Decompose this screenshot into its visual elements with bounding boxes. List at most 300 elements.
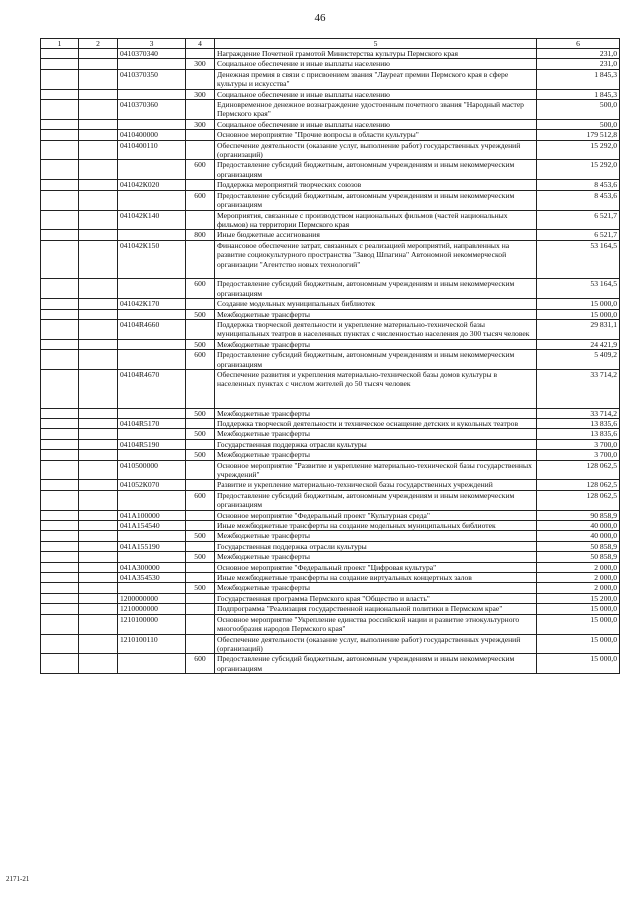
amount-cell: 5 409,2 xyxy=(537,350,620,370)
item-name-cell: Поддержка творческой деятельности и укрепление материально-технической базы муниципальных театров в населенных пунктах с численностью населения до 300 тысяч человек xyxy=(215,319,537,339)
expense-type-cell: 500 xyxy=(186,531,215,541)
expense-type-cell: 600 xyxy=(186,654,215,674)
amount-cell: 15 292,0 xyxy=(537,140,620,160)
amount-cell: 3 700,0 xyxy=(537,450,620,460)
col1-cell xyxy=(41,460,79,480)
classification-code-cell: 0410500000 xyxy=(118,460,186,480)
classification-code-cell xyxy=(118,190,186,210)
amount-cell: 33 714,2 xyxy=(537,369,620,408)
col2-cell xyxy=(79,654,118,674)
budget-table xyxy=(40,38,620,674)
col1-cell xyxy=(41,240,79,279)
table-row xyxy=(41,210,620,230)
table-row xyxy=(41,408,620,418)
column-header: 1 xyxy=(41,39,79,49)
item-name-cell: Социальное обеспечение и иные выплаты населению xyxy=(215,119,537,129)
col1-cell xyxy=(41,450,79,460)
table-row xyxy=(41,119,620,129)
col2-cell xyxy=(79,89,118,99)
col2-cell xyxy=(79,408,118,418)
expense-type-cell: 500 xyxy=(186,309,215,319)
amount-cell: 15 000,0 xyxy=(537,614,620,634)
table-row xyxy=(41,510,620,520)
classification-code-cell xyxy=(118,339,186,349)
expense-type-cell xyxy=(186,210,215,230)
item-name-cell: Развитие и укрепление материально-технической базы государственных учреждений xyxy=(215,480,537,490)
table-row xyxy=(41,49,620,59)
expense-type-cell xyxy=(186,634,215,654)
table-row xyxy=(41,460,620,480)
col1-cell xyxy=(41,418,79,428)
expense-type-cell: 500 xyxy=(186,450,215,460)
item-name-cell: Финансовое обеспечение затрат, связанных с реализацией мероприятий, направленных на развитие социокультурного пространства "Завод Шпагина" Автономной некоммерческой организации "Агентство новых технологий" xyxy=(215,240,537,279)
item-name-cell: Обеспечение деятельности (оказание услуг, выполнение работ) государственных учреждений (организаций) xyxy=(215,140,537,160)
expense-type-cell: 600 xyxy=(186,190,215,210)
column-header: 6 xyxy=(537,39,620,49)
table-row xyxy=(41,369,620,408)
item-name-cell: Межбюджетные трансферты xyxy=(215,339,537,349)
table-row xyxy=(41,279,620,299)
column-header: 4 xyxy=(186,39,215,49)
col1-cell xyxy=(41,583,79,593)
item-name-cell: Межбюджетные трансферты xyxy=(215,450,537,460)
col1-cell xyxy=(41,531,79,541)
expense-type-cell: 300 xyxy=(186,59,215,69)
item-name-cell: Предоставление субсидий бюджетным, автономным учреждениям и иным некоммерческим организациям xyxy=(215,490,537,510)
classification-code-cell: 1210000000 xyxy=(118,604,186,614)
classification-code-cell xyxy=(118,279,186,299)
table-row xyxy=(41,89,620,99)
col1-cell xyxy=(41,279,79,299)
item-name-cell: Единовременное денежное вознаграждение удостоенным почетного звания "Народный мастер Пермского края" xyxy=(215,100,537,120)
item-name-cell: Межбюджетные трансферты xyxy=(215,531,537,541)
item-name-cell: Социальное обеспечение и иные выплаты населению xyxy=(215,59,537,69)
col1-cell xyxy=(41,319,79,339)
col2-cell xyxy=(79,418,118,428)
amount-cell: 24 421,9 xyxy=(537,339,620,349)
table-row xyxy=(41,59,620,69)
classification-code-cell: 041A100000 xyxy=(118,510,186,520)
amount-cell: 15 000,0 xyxy=(537,299,620,309)
footer-code: 2171-21 xyxy=(6,875,30,883)
classification-code-cell xyxy=(118,583,186,593)
amount-cell: 1 845,3 xyxy=(537,89,620,99)
expense-type-cell xyxy=(186,418,215,428)
amount-cell: 2 000,0 xyxy=(537,573,620,583)
col1-cell xyxy=(41,439,79,449)
col1-cell xyxy=(41,573,79,583)
item-name-cell: Государственная поддержка отрасли культуры xyxy=(215,439,537,449)
item-name-cell: Основное мероприятие "Федеральный проект "Цифровая культура" xyxy=(215,562,537,572)
table-row xyxy=(41,309,620,319)
item-name-cell: Государственная поддержка отрасли культуры xyxy=(215,541,537,551)
table-row xyxy=(41,654,620,674)
table-row xyxy=(41,160,620,180)
col2-cell xyxy=(79,429,118,439)
col2-cell xyxy=(79,309,118,319)
amount-cell: 1 845,3 xyxy=(537,69,620,89)
amount-cell: 13 835,6 xyxy=(537,429,620,439)
item-name-cell: Государственная программа Пермского края "Общество и власть" xyxy=(215,593,537,603)
amount-cell: 53 164,5 xyxy=(537,240,620,279)
column-header: 3 xyxy=(118,39,186,49)
amount-cell: 8 453,6 xyxy=(537,180,620,190)
classification-code-cell: 041A155190 xyxy=(118,541,186,551)
expense-type-cell xyxy=(186,541,215,551)
expense-type-cell xyxy=(186,439,215,449)
expense-type-cell xyxy=(186,140,215,160)
col1-cell xyxy=(41,408,79,418)
expense-type-cell xyxy=(186,614,215,634)
col1-cell xyxy=(41,49,79,59)
col2-cell xyxy=(79,119,118,129)
amount-cell: 500,0 xyxy=(537,100,620,120)
item-name-cell: Подпрограмма "Реализация государственной национальной политики в Пермском крае" xyxy=(215,604,537,614)
classification-code-cell: 0410370350 xyxy=(118,69,186,89)
col2-cell xyxy=(79,439,118,449)
expense-type-cell: 500 xyxy=(186,552,215,562)
col2-cell xyxy=(79,531,118,541)
item-name-cell: Создание модельных муниципальных библиотек xyxy=(215,299,537,309)
table-body xyxy=(41,49,620,674)
table-row xyxy=(41,614,620,634)
col2-cell xyxy=(79,604,118,614)
col2-cell xyxy=(79,541,118,551)
col1-cell xyxy=(41,654,79,674)
table-row xyxy=(41,562,620,572)
col1-cell xyxy=(41,119,79,129)
item-name-cell: Предоставление субсидий бюджетным, автономным учреждениям и иным некоммерческим организациям xyxy=(215,160,537,180)
amount-cell: 15 000,0 xyxy=(537,604,620,614)
col1-cell xyxy=(41,604,79,614)
classification-code-cell: 041A300000 xyxy=(118,562,186,572)
classification-code-cell: 04104R4670 xyxy=(118,369,186,408)
expense-type-cell: 500 xyxy=(186,339,215,349)
col2-cell xyxy=(79,573,118,583)
col1-cell xyxy=(41,562,79,572)
expense-type-cell xyxy=(186,49,215,59)
item-name-cell: Обеспечение развития и укрепления материально-технической базы домов культуры в населенных пунктах с числом жителей до 50 тысяч человек xyxy=(215,369,537,408)
col1-cell xyxy=(41,521,79,531)
table-row xyxy=(41,541,620,551)
expense-type-cell xyxy=(186,510,215,520)
item-name-cell: Предоставление субсидий бюджетным, автономным учреждениям и иным некоммерческим организациям xyxy=(215,350,537,370)
col1-cell xyxy=(41,160,79,180)
expense-type-cell: 300 xyxy=(186,89,215,99)
table-row xyxy=(41,130,620,140)
table-row xyxy=(41,480,620,490)
col1-cell xyxy=(41,89,79,99)
col2-cell xyxy=(79,562,118,572)
col2-cell xyxy=(79,450,118,460)
expense-type-cell xyxy=(186,480,215,490)
col1-cell xyxy=(41,593,79,603)
item-name-cell: Предоставление субсидий бюджетным, автономным учреждениям и иным некоммерческим организациям xyxy=(215,654,537,674)
amount-cell: 15 200,0 xyxy=(537,593,620,603)
amount-cell: 231,0 xyxy=(537,49,620,59)
classification-code-cell xyxy=(118,531,186,541)
table-row xyxy=(41,100,620,120)
expense-type-cell xyxy=(186,180,215,190)
col2-cell xyxy=(79,521,118,531)
col2-cell xyxy=(79,140,118,160)
amount-cell: 29 831,1 xyxy=(537,319,620,339)
classification-code-cell: 041A154540 xyxy=(118,521,186,531)
table-row xyxy=(41,573,620,583)
classification-code-cell: 041042К150 xyxy=(118,240,186,279)
classification-code-cell: 041A354530 xyxy=(118,573,186,583)
amount-cell: 33 714,2 xyxy=(537,408,620,418)
col1-cell xyxy=(41,100,79,120)
table-row xyxy=(41,339,620,349)
classification-code-cell xyxy=(118,408,186,418)
expense-type-cell: 600 xyxy=(186,160,215,180)
col2-cell xyxy=(79,339,118,349)
col2-cell xyxy=(79,59,118,69)
col1-cell xyxy=(41,510,79,520)
classification-code-cell: 041042К140 xyxy=(118,210,186,230)
col2-cell xyxy=(79,100,118,120)
amount-cell: 500,0 xyxy=(537,119,620,129)
table-row xyxy=(41,319,620,339)
col1-cell xyxy=(41,480,79,490)
col1-cell xyxy=(41,210,79,230)
expense-type-cell xyxy=(186,460,215,480)
table-row xyxy=(41,521,620,531)
classification-code-cell xyxy=(118,552,186,562)
item-name-cell: Межбюджетные трансферты xyxy=(215,552,537,562)
amount-cell: 2 000,0 xyxy=(537,583,620,593)
amount-cell: 13 835,6 xyxy=(537,418,620,428)
col2-cell xyxy=(79,69,118,89)
table-row xyxy=(41,634,620,654)
budget-table-container xyxy=(40,38,619,674)
amount-cell: 231,0 xyxy=(537,59,620,69)
col2-cell xyxy=(79,279,118,299)
col1-cell xyxy=(41,59,79,69)
col2-cell xyxy=(79,230,118,240)
amount-cell: 15 000,0 xyxy=(537,309,620,319)
column-header: 5 xyxy=(215,39,537,49)
item-name-cell: Предоставление субсидий бюджетным, автономным учреждениям и иным некоммерческим организациям xyxy=(215,190,537,210)
classification-code-cell: 04104R5190 xyxy=(118,439,186,449)
expense-type-cell: 500 xyxy=(186,583,215,593)
classification-code-cell: 0410370360 xyxy=(118,100,186,120)
item-name-cell: Иные межбюджетные трансферты на создание виртуальных концертных залов xyxy=(215,573,537,583)
table-row xyxy=(41,490,620,510)
expense-type-cell: 600 xyxy=(186,350,215,370)
col2-cell xyxy=(79,299,118,309)
table-row xyxy=(41,583,620,593)
col2-cell xyxy=(79,190,118,210)
expense-type-cell xyxy=(186,69,215,89)
table-row xyxy=(41,450,620,460)
item-name-cell: Денежная премия в связи с присвоением звания "Лауреат премии Пермского края в сфере культуры и искусства" xyxy=(215,69,537,89)
amount-cell: 90 858,9 xyxy=(537,510,620,520)
item-name-cell: Обеспечение деятельности (оказание услуг, выполнение работ) государственных учреждений (организаций) xyxy=(215,634,537,654)
classification-code-cell: 1210100110 xyxy=(118,634,186,654)
item-name-cell: Иные межбюджетные трансферты на создание модельных муниципальных библиотек xyxy=(215,521,537,531)
col2-cell xyxy=(79,49,118,59)
table-row xyxy=(41,552,620,562)
expense-type-cell xyxy=(186,562,215,572)
expense-type-cell xyxy=(186,573,215,583)
item-name-cell: Иные бюджетные ассигнования xyxy=(215,230,537,240)
amount-cell: 6 521,7 xyxy=(537,230,620,240)
table-row xyxy=(41,439,620,449)
item-name-cell: Социальное обеспечение и иные выплаты населению xyxy=(215,89,537,99)
item-name-cell: Мероприятия, связанные с производством национальных фильмов (частей национальных фильмов) на территории Пермского края xyxy=(215,210,537,230)
item-name-cell: Поддержка творческой деятельности и техническое оснащение детских и кукольных театров xyxy=(215,418,537,428)
column-header: 2 xyxy=(79,39,118,49)
col2-cell xyxy=(79,593,118,603)
col2-cell xyxy=(79,552,118,562)
classification-code-cell: 0410400000 xyxy=(118,130,186,140)
col1-cell xyxy=(41,299,79,309)
col2-cell xyxy=(79,319,118,339)
item-name-cell: Поддержка мероприятий творческих союзов xyxy=(215,180,537,190)
expense-type-cell: 600 xyxy=(186,490,215,510)
col2-cell xyxy=(79,180,118,190)
col1-cell xyxy=(41,490,79,510)
col1-cell xyxy=(41,552,79,562)
classification-code-cell: 04104R5170 xyxy=(118,418,186,428)
amount-cell: 128 062,5 xyxy=(537,460,620,480)
table-row xyxy=(41,531,620,541)
amount-cell: 15 000,0 xyxy=(537,654,620,674)
col2-cell xyxy=(79,490,118,510)
table-row xyxy=(41,180,620,190)
item-name-cell: Межбюджетные трансферты xyxy=(215,309,537,319)
expense-type-cell: 600 xyxy=(186,279,215,299)
col1-cell xyxy=(41,369,79,408)
expense-type-cell xyxy=(186,299,215,309)
col2-cell xyxy=(79,350,118,370)
classification-code-cell xyxy=(118,89,186,99)
classification-code-cell xyxy=(118,230,186,240)
col2-cell xyxy=(79,210,118,230)
col2-cell xyxy=(79,634,118,654)
amount-cell: 15 292,0 xyxy=(537,160,620,180)
col2-cell xyxy=(79,510,118,520)
table-row xyxy=(41,429,620,439)
amount-cell: 2 000,0 xyxy=(537,562,620,572)
classification-code-cell xyxy=(118,429,186,439)
col1-cell xyxy=(41,429,79,439)
amount-cell: 50 858,9 xyxy=(537,552,620,562)
col1-cell xyxy=(41,69,79,89)
expense-type-cell: 500 xyxy=(186,408,215,418)
expense-type-cell xyxy=(186,369,215,408)
amount-cell: 15 000,0 xyxy=(537,634,620,654)
classification-code-cell xyxy=(118,490,186,510)
table-row xyxy=(41,69,620,89)
table-row xyxy=(41,230,620,240)
classification-code-cell xyxy=(118,59,186,69)
col2-cell xyxy=(79,369,118,408)
table-row xyxy=(41,593,620,603)
item-name-cell: Основное мероприятие "Федеральный проект "Культурная среда" xyxy=(215,510,537,520)
col2-cell xyxy=(79,460,118,480)
amount-cell: 6 521,7 xyxy=(537,210,620,230)
expense-type-cell: 500 xyxy=(186,429,215,439)
expense-type-cell xyxy=(186,100,215,120)
classification-code-cell: 1210100000 xyxy=(118,614,186,634)
amount-cell: 50 858,9 xyxy=(537,541,620,551)
item-name-cell: Основное мероприятие "Укрепление единства российской нации и развитие этнокультурного многообразия народов Пермского края" xyxy=(215,614,537,634)
col1-cell xyxy=(41,634,79,654)
col1-cell xyxy=(41,130,79,140)
expense-type-cell xyxy=(186,604,215,614)
expense-type-cell xyxy=(186,240,215,279)
table-row xyxy=(41,240,620,279)
table-row xyxy=(41,140,620,160)
classification-code-cell: 0410400110 xyxy=(118,140,186,160)
expense-type-cell xyxy=(186,521,215,531)
amount-cell: 128 062,5 xyxy=(537,480,620,490)
table-header-row xyxy=(41,39,620,49)
col1-cell xyxy=(41,230,79,240)
col1-cell xyxy=(41,190,79,210)
item-name-cell: Награждение Почетной грамотой Министерства культуры Пермского края xyxy=(215,49,537,59)
classification-code-cell xyxy=(118,654,186,674)
col1-cell xyxy=(41,180,79,190)
col2-cell xyxy=(79,480,118,490)
amount-cell: 8 453,6 xyxy=(537,190,620,210)
classification-code-cell xyxy=(118,160,186,180)
col1-cell xyxy=(41,339,79,349)
classification-code-cell: 041042К020 xyxy=(118,180,186,190)
classification-code-cell xyxy=(118,350,186,370)
amount-cell: 128 062,5 xyxy=(537,490,620,510)
classification-code-cell: 1200000000 xyxy=(118,593,186,603)
classification-code-cell: 041042К170 xyxy=(118,299,186,309)
expense-type-cell xyxy=(186,130,215,140)
classification-code-cell xyxy=(118,119,186,129)
table-row xyxy=(41,190,620,210)
col1-cell xyxy=(41,541,79,551)
expense-type-cell: 800 xyxy=(186,230,215,240)
table-row xyxy=(41,418,620,428)
classification-code-cell xyxy=(118,309,186,319)
col2-cell xyxy=(79,240,118,279)
col2-cell xyxy=(79,614,118,634)
classification-code-cell xyxy=(118,450,186,460)
table-row xyxy=(41,350,620,370)
col1-cell xyxy=(41,309,79,319)
item-name-cell: Межбюджетные трансферты xyxy=(215,583,537,593)
expense-type-cell xyxy=(186,319,215,339)
amount-cell: 179 512,8 xyxy=(537,130,620,140)
col1-cell xyxy=(41,614,79,634)
classification-code-cell: 04104R4660 xyxy=(118,319,186,339)
item-name-cell: Межбюджетные трансферты xyxy=(215,408,537,418)
item-name-cell: Основное мероприятие "Развитие и укрепление материально-технической базы государственных учреждений" xyxy=(215,460,537,480)
page-number: 46 xyxy=(314,12,326,24)
item-name-cell: Предоставление субсидий бюджетным, автономным учреждениям и иным некоммерческим организациям xyxy=(215,279,537,299)
expense-type-cell xyxy=(186,593,215,603)
col2-cell xyxy=(79,583,118,593)
table-row xyxy=(41,604,620,614)
amount-cell: 3 700,0 xyxy=(537,439,620,449)
amount-cell: 40 000,0 xyxy=(537,521,620,531)
expense-type-cell: 300 xyxy=(186,119,215,129)
col1-cell xyxy=(41,350,79,370)
classification-code-cell: 041052К070 xyxy=(118,480,186,490)
item-name-cell: Основное мероприятие "Прочие вопросы в области культуры" xyxy=(215,130,537,140)
classification-code-cell: 0410370340 xyxy=(118,49,186,59)
col2-cell xyxy=(79,160,118,180)
